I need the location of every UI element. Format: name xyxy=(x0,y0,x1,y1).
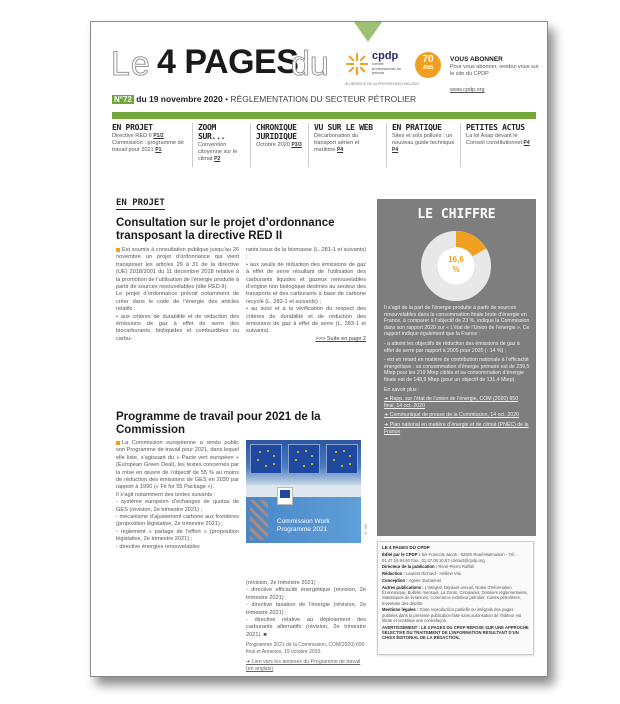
green-divider xyxy=(112,112,536,119)
article1-title: Consultation sur le projet d’ordonnance transposant la directive RED II xyxy=(116,217,335,242)
eu-flags-photo xyxy=(246,440,361,485)
eu-flag-icon xyxy=(250,444,282,474)
nav-text: Décarbonation du transport aérien et maritime P4 xyxy=(314,133,360,153)
issue-badge: N°72 xyxy=(114,95,132,104)
nav-vu-sur-le-web[interactable] xyxy=(308,123,386,167)
cpdp-logo-name: cpdp xyxy=(372,50,399,62)
nav-text: Directive RED II P1/2 Commission : programme de travail pour 2021 P1 xyxy=(112,133,184,153)
page-ref: P4 xyxy=(392,147,399,153)
colophon-line: Édité par le CPDP 1 bis Francois Jacob - 92500 Rueil-Malmaison - Tél. : 01.47.16.94.60 Fax : 01.47.08.10.57 contact@cpdp.org xyxy=(382,552,518,563)
dna-graphic xyxy=(250,500,268,540)
article2-paragraph: (révision, 2e trimestre 2021) ; xyxy=(246,580,319,586)
le-chiffre-paragraph: Il s’agit de la part de l’énergie produite à partir de sources renouvelables dans la consommation finale brute d’énergie en France, à comparer à l’objectif de 23 %, indique la Commission dans son rapport 2020 sur « L’état de l’Union de l’énergie ». Ce rapport indique également que la France : xyxy=(384,305,530,338)
article2-paragraph: - système européen d’échanges de quotas de GES (révision, 2e trimestre 2021) ; xyxy=(116,499,239,513)
issue-line xyxy=(112,94,416,104)
commission-work-programme-image xyxy=(246,440,361,543)
page-ref: P2 xyxy=(214,156,221,162)
cpdp-logo-tagline: AU SERVICE DE LA PROFESSION 1950-2020 xyxy=(345,82,419,86)
page-fold-marker xyxy=(354,22,382,42)
colophon-notice: AVERTISSEMENT : LE 4 PAGES DU CPDP REPOSE SUR UNE APPROCHE SÉLECTIVE DU TRAITEMENT DE L’INFORMATION RÉSULTANT D’UN CHOIX ÉDITORIAL DE LA RÉDACTION. xyxy=(382,624,529,641)
newsletter-page xyxy=(90,21,548,677)
le-chiffre-value: 16,6 % xyxy=(448,255,464,274)
article2-paragraph: - règlement « partage de l’effort » (proposition législative, 2e trimestre 2021) ; xyxy=(116,528,239,543)
article2-reference: Programme 2021 de la Commission, COM(2020) 690 final et Annexes, 19 octobre 2020. xyxy=(246,642,365,655)
section-label-en-projet: EN PROJET xyxy=(116,198,165,208)
page-ref: P1 xyxy=(155,147,162,153)
link-rapport-etat-union[interactable]: ➜ Rapp. sur l’état de l’union de l’énergie, COM (2020) 950 final, 14 oct. 2020 xyxy=(384,396,519,409)
page-ref: P3/3 xyxy=(291,142,302,148)
subscribe-text: Pour vous abonner, rendez-vous sur le site du CPDP xyxy=(450,64,539,77)
colophon-line: Rédaction : Laurent Richard - Hélène Vitu xyxy=(382,571,462,577)
article1-paragraph: rants issus de la biomasse (L. 281-1 et suivants) ; xyxy=(246,247,367,261)
page-ref: P4 xyxy=(337,147,344,153)
subscribe-box xyxy=(450,56,540,96)
le-chiffre-text xyxy=(384,305,530,438)
le-chiffre-paragraph: En savoir plus : xyxy=(384,386,420,393)
nav-title: PETITES ACTUS xyxy=(466,123,525,132)
article1-paragraph: • aux critères de durabilité et de réduction des émissions de gaz à effet de serre des biocarburants, bioliquides et combustibles ou carbu- xyxy=(116,313,239,342)
masthead-4-pages: 4 PAGES xyxy=(157,43,299,81)
colophon-line: Autres publications : L’intégral, Dépliant annuel, Notes d’Information Économique, Bulletin mensuel, La Zoom, Circulaires, Dossiers réglementaires, Statistiques de livraisons, Commerce extérieur pétrolier, Cartes pétrolières, Inventaire des dépôts. xyxy=(382,584,528,606)
sun-icon xyxy=(345,52,369,76)
masthead-du: du xyxy=(291,45,329,83)
article1-paragraph: • au suivi et à la vérification du respect des critères de durabilité et de réduction des émissions de gaz à effet de serre (L. 283-1 et suivants). xyxy=(246,306,366,335)
page-ref: P4 xyxy=(523,140,530,146)
colophon-box xyxy=(377,541,534,655)
colophon-line: Directeur de la publication : René-Pierre Raffali xyxy=(382,564,474,570)
nav-zoom-sur[interactable] xyxy=(192,123,250,167)
colophon-line: Conception : Agnès Jouhannel xyxy=(382,577,441,583)
nav-title: EN PRATIQUE xyxy=(392,123,442,132)
cpdp-logo xyxy=(345,52,443,90)
le-chiffre-paragraph: - a atteint les objectifs de réduction des émissions de gaz à effet de serre par rapport à 2005 pour 2020 (- 14 %) ; xyxy=(384,340,520,354)
nav-text: Sites et sols pollués : un nouveau guide technique P4 xyxy=(392,133,455,153)
article2-paragraph: - directive relative au déploiement des carburants alternatifs (révision, 2e trimestre 2021). ■ xyxy=(246,617,366,638)
article2-paragraph: - directive énergies renouvelables xyxy=(116,543,200,550)
article1-column-1 xyxy=(116,247,239,343)
le-chiffre-unit: % xyxy=(452,265,460,274)
article2-title: Programme de travail pour 2021 de la Commission xyxy=(116,411,321,436)
article1-paragraph: Le projet d’ordonnance prévoit notamment de créer dans le code de l’énergie des articles relatifs : xyxy=(116,291,239,313)
nav-text: Octobre 2020 P3/3 xyxy=(256,142,302,148)
article2-paragraph: - directive efficacité énergétique (révision, 2e trimestre 2021) ; xyxy=(246,587,366,601)
subscribe-title: VOUS ABONNER xyxy=(450,56,503,63)
le-chiffre-paragraph: - est en retard en matière de contribution nationale à l’efficacité énergétique : sa consommation d’énergie primaire est de 239,5 Mtep pour les 219 Mtep ciblés et sa consommation d’énergie finale est de 148,9 Mtep (pour un objectif de 131,4 Mtep). xyxy=(384,357,530,383)
masthead-le: Le xyxy=(111,45,151,83)
image-caption: Commission Work Programme 2021 xyxy=(277,518,330,533)
article2-column-2 xyxy=(246,580,366,672)
european-commission-logo xyxy=(277,487,293,505)
colophon-line: Mentions légales : Toute reproduction partielle ou intégrale des pages publiées dans la présente publication faite sans autorisation de l’éditeur est illicite et constitue une contrefaçon. xyxy=(382,607,522,624)
cpdp-logo-subtitle: comité professionnel du pétrole xyxy=(372,61,402,76)
article1-paragraph: Est soumis à consultation publique jusqu’au 26 novembre un projet d’ordonnance qui vient transposer les articles 29 à 31 de la directive (UE) 2018/2001 du 11 décembre 2018 relative à la promotion de l’utilisation de l’énergie produite à partir de sources renouvelables (dite RED II). xyxy=(116,247,239,291)
issue-section: • RÉGLEMENTATION DU SECTEUR PÉTROLIER xyxy=(225,94,417,104)
article2-paragraph: - directive taxation de l’énergie (révision, 2e trimestre 2021) ; xyxy=(246,602,366,616)
nav-text: Convention citoyenne sur le climat P2 xyxy=(198,142,238,162)
anniversary-badge xyxy=(415,52,441,78)
eu-flag-icon xyxy=(326,444,358,474)
nav-title: EN PROJET xyxy=(112,123,153,132)
anniversary-number: 70 xyxy=(422,54,434,65)
article2-paragraph: Il s’agit notamment des textes suivants : xyxy=(116,491,216,498)
link-pnec[interactable]: ➜ Plan national en matière d’énergie et de climat (PNEC) de la France xyxy=(384,421,529,435)
le-chiffre-title: LE CHIFFRE xyxy=(417,207,496,222)
article1-paragraph: • aux seuils de réduction des émissions de gaz à effet de serre résultant de l’utilisation des carburants liquides et gazeux renouvelables d’origine non biologique destinés au secteur des transports et des carburants à base de carbone recyclé (L. 282-1 et suivants) ; xyxy=(246,261,366,305)
page-ref: P1/2 xyxy=(153,133,164,139)
image-credit: © UE xyxy=(363,524,368,536)
issue-date: du 19 novembre 2020 xyxy=(136,94,223,104)
nav-en-pratique[interactable] xyxy=(386,123,460,167)
nav-title: CHRONIQUE JURIDIQUE xyxy=(256,123,297,141)
contents-nav xyxy=(112,123,536,167)
nav-text: La loi Asap devant le Conseil constitutionnel P4 xyxy=(466,133,530,146)
bullet-square-icon xyxy=(116,248,120,252)
nav-en-projet[interactable] xyxy=(112,123,192,167)
eu-flag-icon xyxy=(288,444,320,474)
anniversary-ans: ANS xyxy=(422,65,434,71)
nav-chronique-juridique[interactable] xyxy=(250,123,308,167)
article2-paragraph: La Commission européenne a rendu public son Programme de travail pour 2021, dans lequel elle liste, s’agissant du « Pacte vert européen » (European Green Deal), les textes concernés par la mise en œuvre de l’objectif de 55 % au moins de réduction des émissions de GES en 2030 par rapport à 1990 (« Fit for 55 Package »). xyxy=(116,440,239,491)
nav-petites-actus[interactable] xyxy=(460,123,536,167)
bullet-square-icon xyxy=(116,441,120,445)
link-communique-presse[interactable]: ➜ Communiqué de presse de la Commission, 14 oct. 2020 xyxy=(384,412,519,419)
article2-paragraph: - mécanisme d’ajustement carbone aux frontières (proposition législative, 2e trimestre 2021) ; xyxy=(116,514,239,528)
nav-title: VU SUR LE WEB xyxy=(314,123,373,132)
article1-column-2 xyxy=(246,247,366,343)
colophon-title: LE 4 PAGES DU CPDP xyxy=(382,545,430,550)
nav-title: ZOOM SUR... xyxy=(198,123,226,141)
subscribe-link[interactable]: www.cpdp.org xyxy=(450,87,485,93)
annexes-link[interactable]: ➜ Lien vers les annexes du Programme de travail (en anglais) xyxy=(246,659,361,672)
article2-column-1 xyxy=(116,440,239,551)
continued-link[interactable]: >>> Suite en page 2 xyxy=(315,335,366,342)
le-chiffre-box xyxy=(377,199,536,536)
